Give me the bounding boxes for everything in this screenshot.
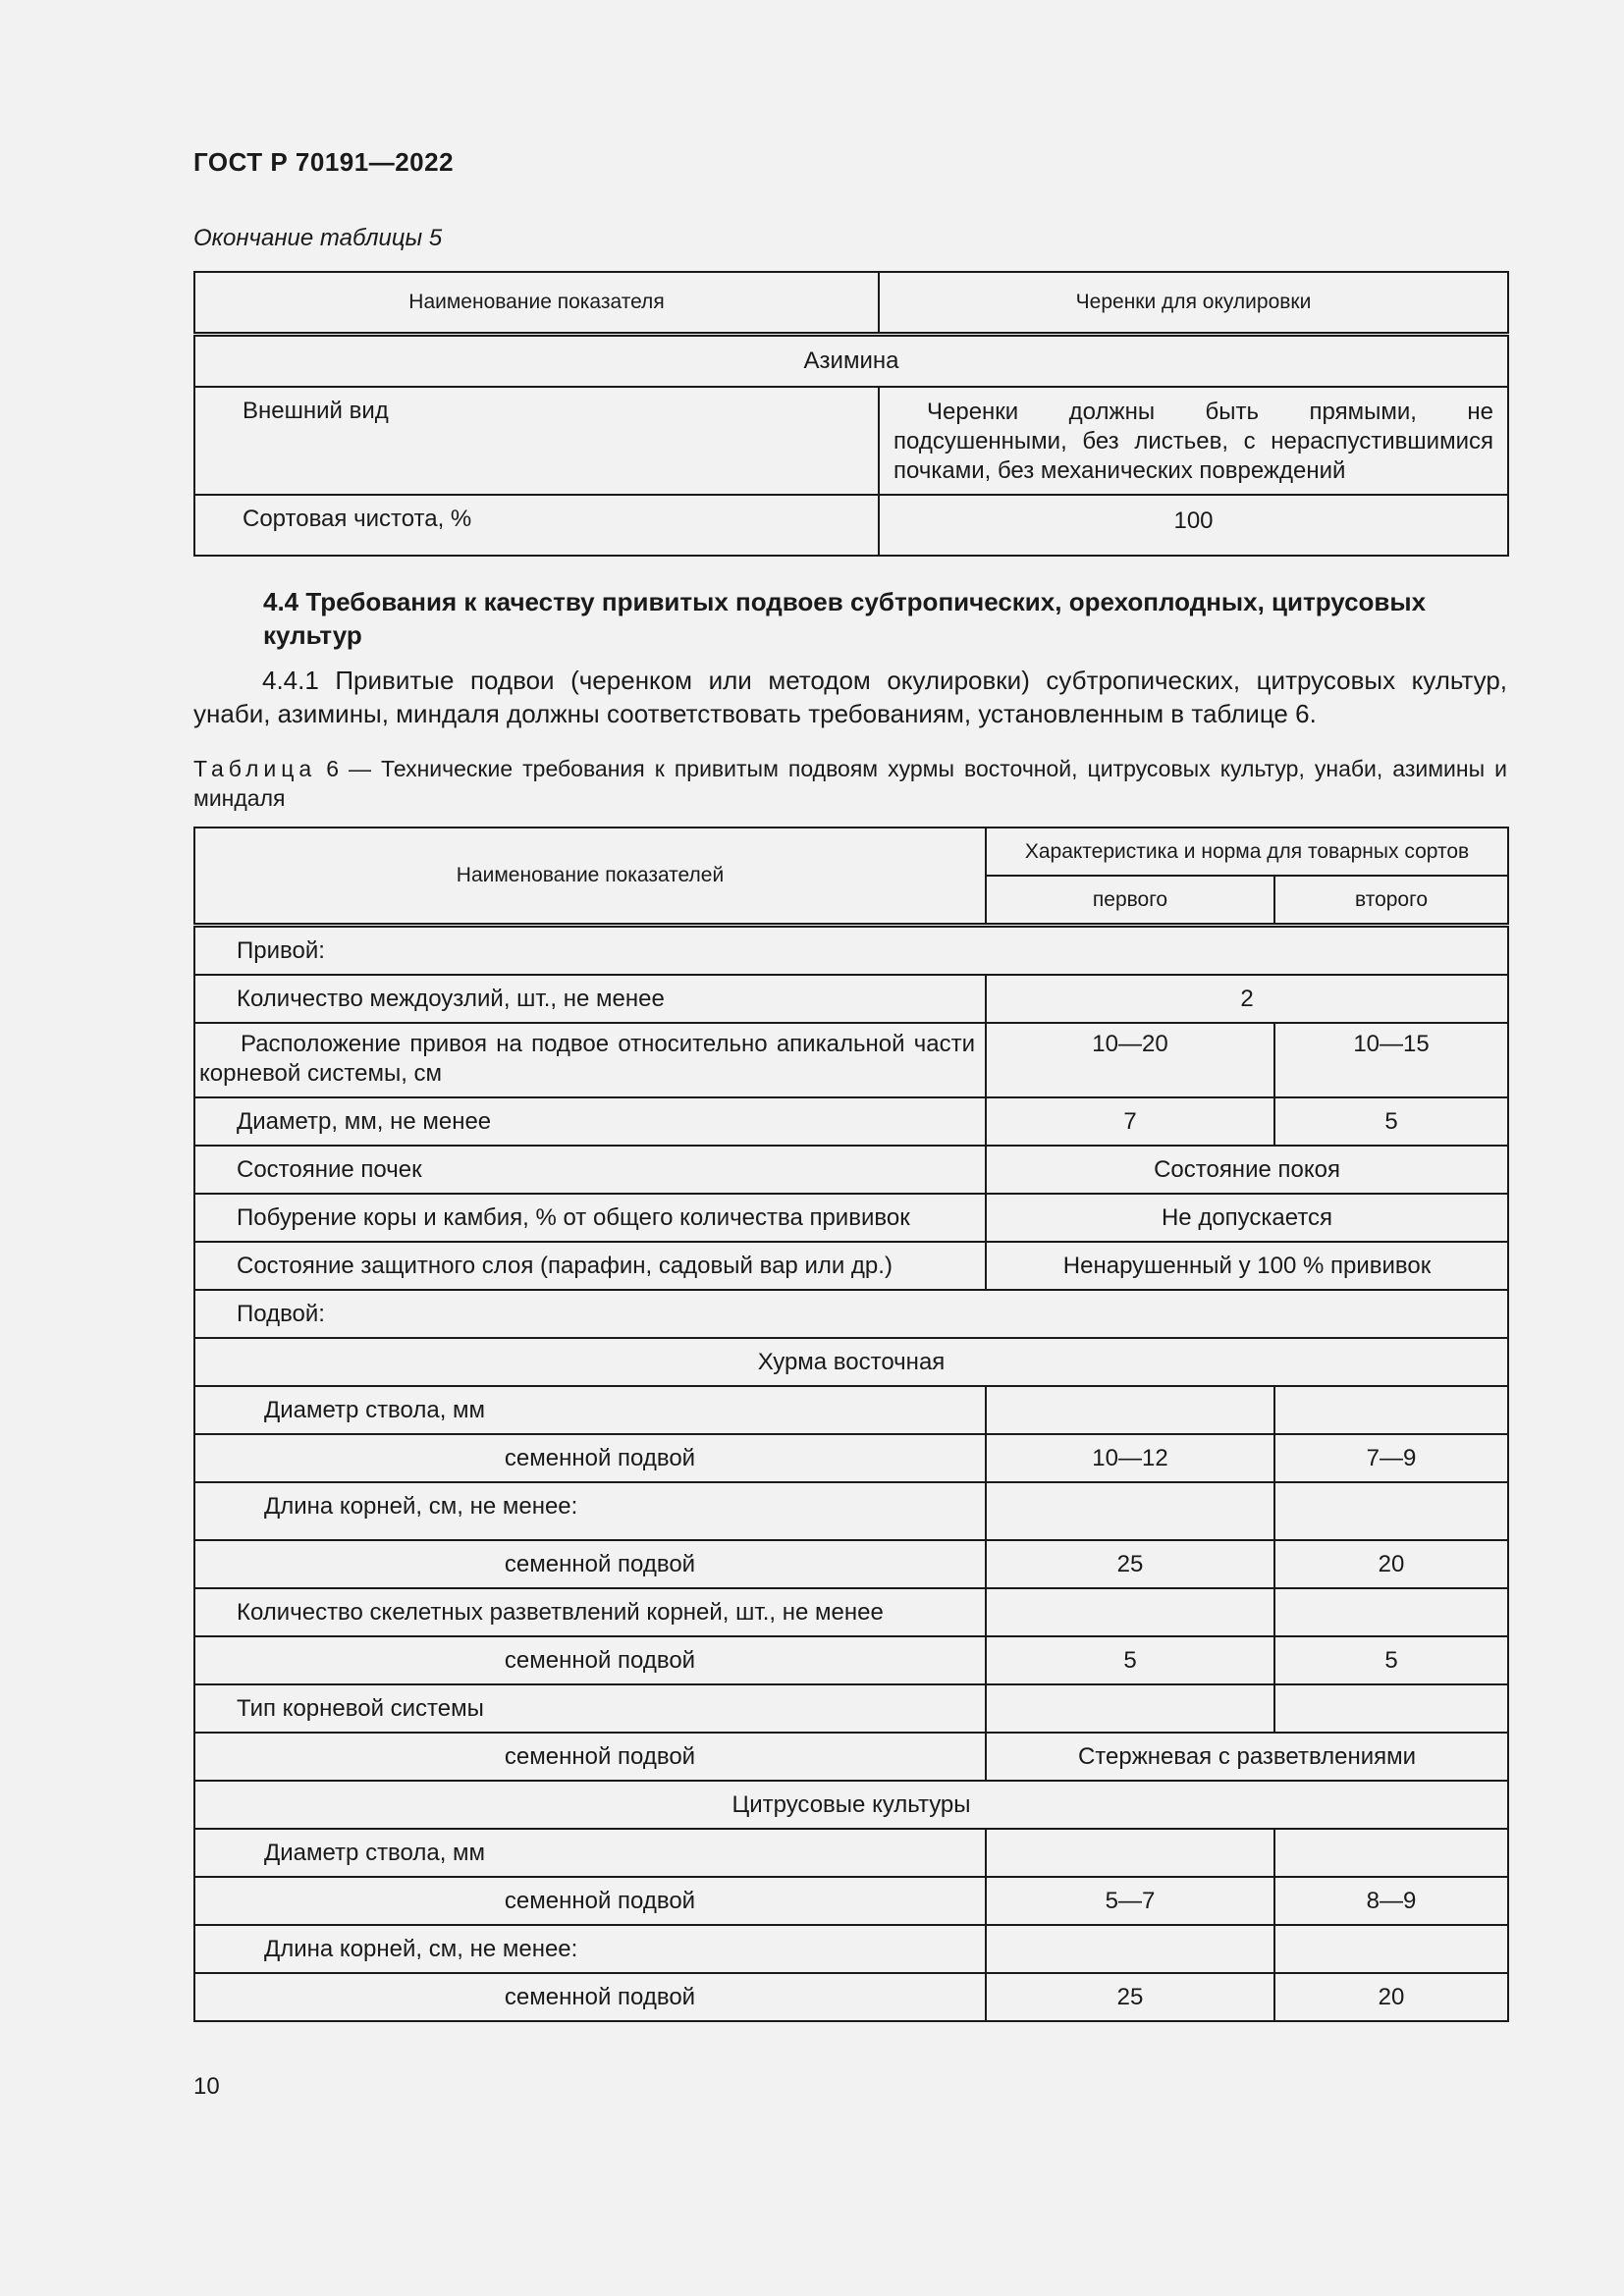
table-row <box>194 975 1508 1023</box>
indicator-value: 20 <box>1274 1973 1508 2021</box>
section-row <box>194 335 1508 388</box>
table-row <box>194 1290 1508 1338</box>
table-row <box>194 1023 1508 1097</box>
column-header: Наименование показателей <box>194 828 986 926</box>
section-row <box>194 1338 1508 1386</box>
caption-label: Таблица <box>193 756 317 781</box>
empty-cell <box>986 1588 1274 1636</box>
indicator-name: Сортовая чистота, % <box>194 495 879 556</box>
column-header-group: Характеристика и норма для товарных сортов <box>986 828 1508 876</box>
group-label: Подвой: <box>194 1290 1508 1338</box>
table-row <box>194 1097 1508 1146</box>
indicator-name: Количество междоузлий, шт., не менее <box>194 975 986 1023</box>
table-row <box>194 1684 1508 1733</box>
table-row <box>194 1386 1508 1434</box>
indicator-value: 10—12 <box>986 1434 1274 1482</box>
indicator-value: 8—9 <box>1274 1877 1508 1925</box>
table-row <box>194 1194 1508 1242</box>
table-row <box>194 1242 1508 1290</box>
table-row <box>194 1733 1508 1781</box>
indicator-value: Состояние покоя <box>986 1146 1508 1194</box>
group-label: Привой: <box>194 926 1508 976</box>
indicator-value: 7—9 <box>1274 1434 1508 1482</box>
table-5 <box>193 271 1509 557</box>
indicator-name: семенной подвой <box>194 1434 986 1482</box>
table-row <box>194 1877 1508 1925</box>
indicator-name: Диаметр, мм, не менее <box>194 1097 986 1146</box>
table6-caption <box>193 754 1507 813</box>
caption-text: 6 — Технические требования к привитым подвоям хурмы восточной, цитрусовых культур, унаби, азимины и миндаля <box>193 756 1507 811</box>
indicator-name: Длина корней, см, не менее: <box>194 1925 986 1973</box>
section-title: 4.4 Требования к качеству привитых подвоев субтропических, орехоплодных, цитрусовых культур <box>263 587 1427 650</box>
indicator-value: 7 <box>986 1097 1274 1146</box>
paragraph: 4.4.1 Привитые подвои (черенком или методом окулировки) субтропических, цитрусовых культур, унаби, азимины, миндаля должны соответствовать требованиям, установленным в таблице 6. <box>193 666 1507 728</box>
empty-cell <box>1274 1588 1508 1636</box>
indicator-name: семенной подвой <box>194 1733 986 1781</box>
column-header: Наименование показателя <box>194 272 879 335</box>
indicator-value: 20 <box>1274 1540 1508 1588</box>
empty-cell <box>1274 1684 1508 1733</box>
table-row <box>194 1434 1508 1482</box>
table-header-row <box>194 828 1508 876</box>
indicator-name: семенной подвой <box>194 1540 986 1588</box>
indicator-value: 5 <box>1274 1097 1508 1146</box>
indicator-value: 5 <box>986 1636 1274 1684</box>
indicator-value: Не допускается <box>986 1194 1508 1242</box>
empty-cell <box>1274 1386 1508 1434</box>
section-label: Азимина <box>194 335 1508 388</box>
indicator-name: Расположение привоя на подвое относительно апикальной части корневой системы, см <box>194 1023 986 1097</box>
table-row <box>194 1482 1508 1540</box>
empty-cell <box>1274 1925 1508 1973</box>
indicator-name: Внешний вид <box>194 387 879 495</box>
indicator-name: Количество скелетных разветвлений корней, шт., не менее <box>194 1588 986 1636</box>
indicator-value: 100 <box>879 495 1508 556</box>
table-row <box>194 1588 1508 1636</box>
column-header: Черенки для окулировки <box>879 272 1508 335</box>
column-header: второго <box>1274 876 1508 926</box>
column-header: первого <box>986 876 1274 926</box>
table5-caption: Окончание таблицы 5 <box>193 225 443 251</box>
indicator-name: Длина корней, см, не менее: <box>194 1482 986 1540</box>
table-row <box>194 1146 1508 1194</box>
table-header-row <box>194 272 1508 335</box>
section-label: Хурма восточная <box>194 1338 1508 1386</box>
table-row <box>194 1925 1508 1973</box>
indicator-value: 5 <box>1274 1636 1508 1684</box>
indicator-name: Состояние защитного слоя (парафин, садовый вар или др.) <box>194 1242 986 1290</box>
table-row <box>194 495 1508 556</box>
indicator-name: Тип корневой системы <box>194 1684 986 1733</box>
indicator-name: семенной подвой <box>194 1973 986 2021</box>
table-row <box>194 1829 1508 1877</box>
indicator-name: семенной подвой <box>194 1636 986 1684</box>
indicator-value: Черенки должны быть прямыми, не подсушенными, без листьев, с нераспустившимися почками, без механических повреждений <box>879 387 1508 495</box>
table-row <box>194 1636 1508 1684</box>
empty-cell <box>1274 1482 1508 1540</box>
indicator-value: 2 <box>986 975 1508 1023</box>
indicator-value: 5—7 <box>986 1877 1274 1925</box>
empty-cell <box>986 1684 1274 1733</box>
page-number: 10 <box>193 2073 220 2100</box>
empty-cell <box>986 1482 1274 1540</box>
indicator-value: Стержневая с разветвлениями <box>986 1733 1508 1781</box>
table-row <box>194 926 1508 976</box>
indicator-value: 10—15 <box>1274 1023 1508 1097</box>
indicator-name: Побурение коры и камбия, % от общего количества прививок <box>194 1194 986 1242</box>
indicator-name: Состояние почек <box>194 1146 986 1194</box>
empty-cell <box>986 1386 1274 1434</box>
section-label: Цитрусовые культуры <box>194 1781 1508 1829</box>
indicator-value: 25 <box>986 1540 1274 1588</box>
indicator-value: 10—20 <box>986 1023 1274 1097</box>
indicator-name: Диаметр ствола, мм <box>194 1829 986 1877</box>
table-row <box>194 1540 1508 1588</box>
table-row <box>194 1973 1508 2021</box>
indicator-name: семенной подвой <box>194 1877 986 1925</box>
empty-cell <box>986 1925 1274 1973</box>
table-row <box>194 387 1508 495</box>
section-row <box>194 1781 1508 1829</box>
table-6 <box>193 827 1509 2022</box>
empty-cell <box>1274 1829 1508 1877</box>
document-id: ГОСТ Р 70191—2022 <box>193 147 455 177</box>
indicator-value: 25 <box>986 1973 1274 2021</box>
indicator-name: Диаметр ствола, мм <box>194 1386 986 1434</box>
empty-cell <box>986 1829 1274 1877</box>
indicator-value: Ненарушенный у 100 % прививок <box>986 1242 1508 1290</box>
